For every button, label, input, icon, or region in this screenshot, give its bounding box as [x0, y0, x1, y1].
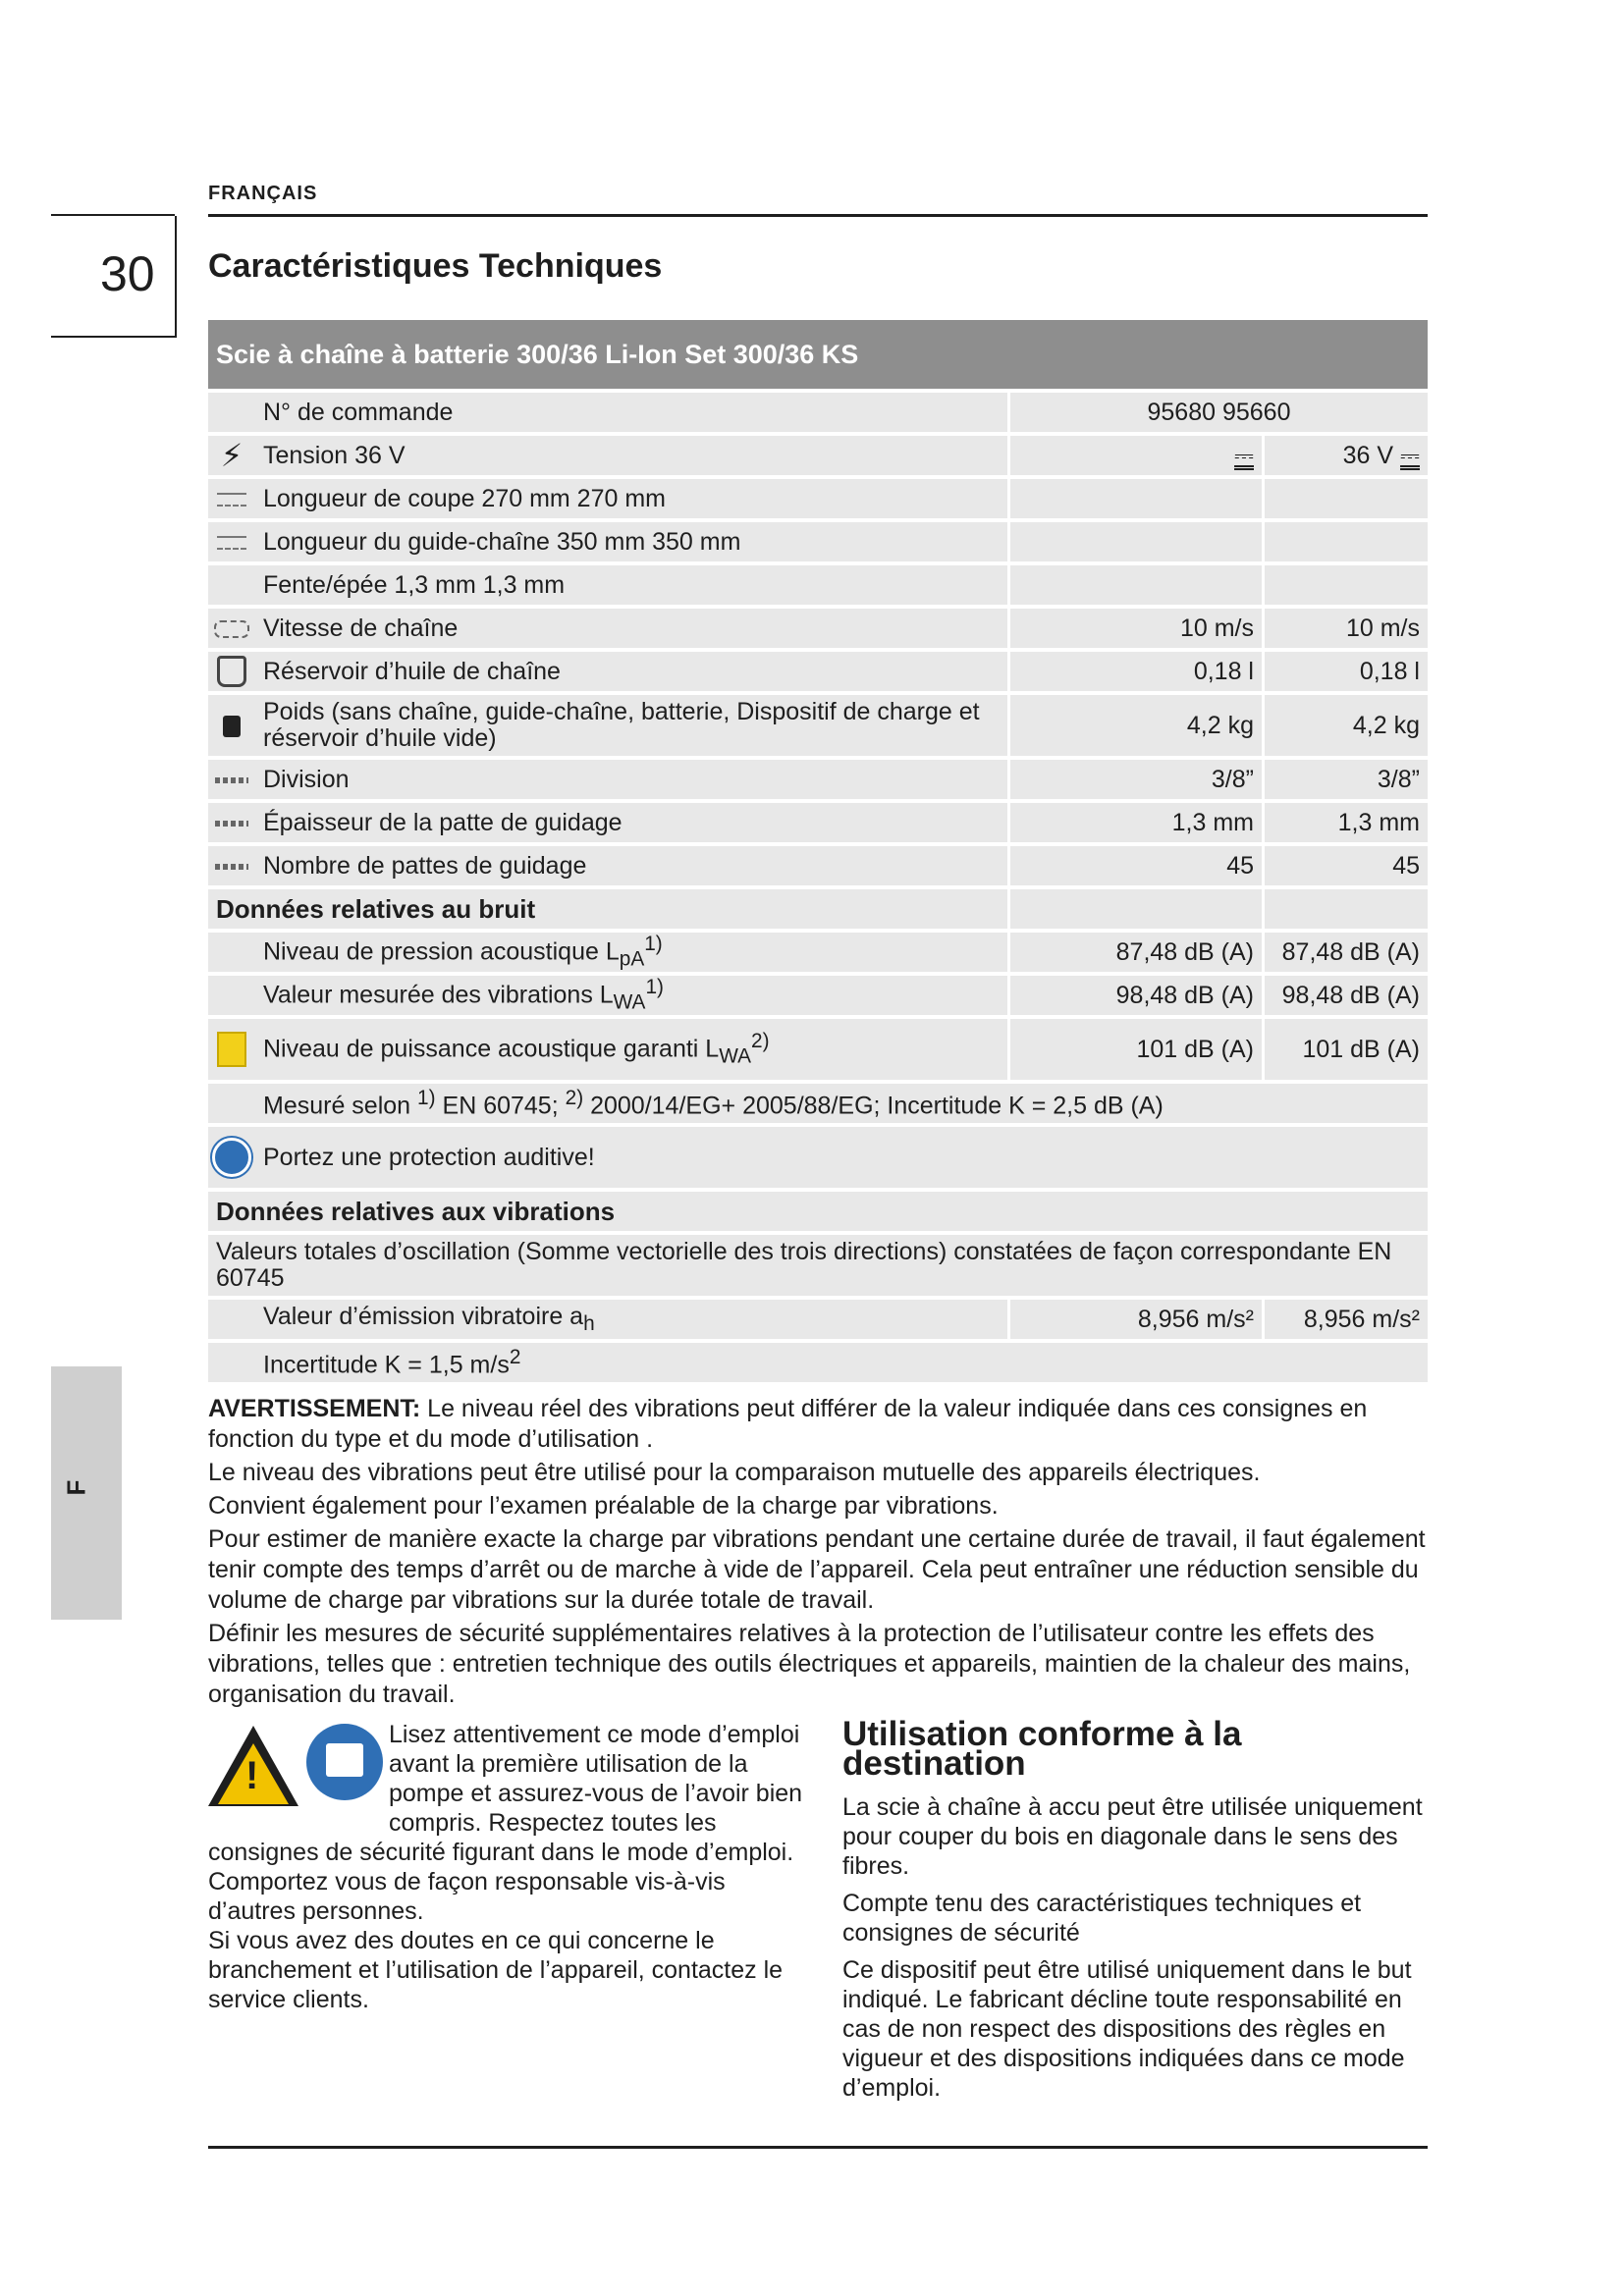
row-value-1: 1,3 mm	[1007, 803, 1262, 842]
table-row	[208, 803, 1428, 842]
row-label: Nombre de pattes de guidage	[255, 846, 1007, 885]
row-value-2: 98,48 dB (A)	[1262, 976, 1428, 1015]
row-value-2: 87,48 dB (A)	[1262, 933, 1428, 972]
warning-paragraph: Pour estimer de manière exacte la charge par vibrations pendant une certaine durée de travail, il faut également tenir compte des temps d’arrêt ou de marche à vide de l’appareil. Cela peut entraîner une réduction sensible du volume de charge par vibrations sur la durée totale de travail.	[208, 1525, 1426, 1614]
intended-use-paragraph: Compte tenu des caractéristiques techniques et consignes de sécurité	[842, 1890, 1362, 1947]
safety-paragraph: Si vous avez des doutes en ce qui concerne le branchement et l’utilisation de l’appareil, contactez le service clients.	[208, 1927, 784, 2013]
row-label: Fente/épée 1,3 mm 1,3 mm	[255, 565, 1007, 605]
row-value-1: 101 dB (A)	[1007, 1019, 1262, 1080]
row-value-2: 36 V ⎓	[1262, 436, 1428, 475]
table-row	[208, 393, 1428, 432]
row-value-2: 4,2 kg	[1262, 695, 1428, 756]
row-value-1: 87,48 dB (A)	[1007, 933, 1262, 972]
order-values: 95680 95660	[1007, 393, 1428, 432]
order-label: N° de commande	[255, 393, 1007, 432]
table-row	[208, 695, 1428, 756]
row-value-2: 45	[1262, 846, 1428, 885]
ear-protection-text: Portez une protection auditive!	[255, 1127, 1428, 1188]
ear-protection-row	[208, 1127, 1428, 1188]
table-row	[208, 1019, 1428, 1080]
oil-tank-icon	[217, 656, 246, 687]
row-value-1: 10 m/s	[1007, 609, 1262, 648]
vibration-desc-row	[208, 1235, 1428, 1296]
measured-text: Mesuré selon $^{1)}$ EN 60745; $^{2)}$ 2000/14/EG+ 2005/88/EG; Incertitude K = 2,5 dB (A)	[255, 1084, 1428, 1123]
table-row	[208, 846, 1428, 885]
weight-icon	[223, 716, 241, 737]
table-header-row	[208, 320, 1428, 389]
table-row	[208, 933, 1428, 972]
chain-gauge-icon	[215, 821, 248, 827]
row-label: Niveau de pression acoustique $L_{pA}^{1)}$	[255, 933, 1007, 972]
measured-row	[208, 1084, 1428, 1123]
table-row	[208, 565, 1428, 605]
row-label: Poids (sans chaîne, guide-chaîne, batterie, Dispositif de charge et réservoir d’huile vide)	[255, 695, 1007, 756]
row-label: Division	[255, 760, 1007, 799]
table-row	[208, 760, 1428, 799]
chain-pitch-icon	[215, 777, 248, 783]
row-label: Valeur d’émission vibratoire $a_h$	[255, 1300, 1007, 1339]
chain-speed-icon	[214, 620, 249, 638]
row-label: Réservoir d’huile de chaîne	[255, 652, 1007, 691]
warning-paragraph: Le niveau des vibrations peut être utilisé pour la comparaison mutuelle des appareils électriques.	[208, 1459, 1261, 1486]
noise-heading: Données relatives au bruit	[208, 889, 1007, 929]
table-row	[208, 522, 1428, 561]
guide-bar-icon	[217, 536, 246, 550]
row-label: Longueur de coupe 270 mm 270 mm	[255, 479, 1007, 518]
warning-paragraph: Convient également pour l’examen préalable de la charge par vibrations.	[208, 1492, 999, 1520]
page-number: 30	[100, 246, 155, 301]
table-heading: Scie à chaîne à batterie 300/36 Li-Ion Set 300/36 KS	[208, 320, 1007, 389]
language-label: FRANÇAIS	[208, 183, 318, 204]
row-value-2: 8,956 m/s²	[1262, 1300, 1428, 1339]
warning-block	[208, 1394, 1426, 1713]
row-value-1	[1007, 436, 1262, 475]
row-value-2: 1,3 mm	[1262, 803, 1428, 842]
vibration-desc: Valeurs totales d’oscillation (Somme vectorielle des trois directions) constatées de façon correspondante EN 60745	[208, 1235, 1428, 1296]
page-title: Caractéristiques Techniques	[208, 247, 663, 285]
intended-use-heading: Utilisation conforme à la destination	[842, 1715, 1242, 1783]
row-value-2: 0,18 l	[1262, 652, 1428, 691]
row-label: Valeur mesurée des vibrations $L_{WA}^{1)}$	[255, 976, 1007, 1015]
intended-use-paragraph: La scie à chaîne à accu peut être utilisée uniquement pour couper du bois en diagonale dans le sens des fibres.	[842, 1793, 1423, 1880]
dc-symbol-icon: ⎓	[1400, 441, 1420, 469]
warning-paragraph: AVERTISSEMENT: Le niveau réel des vibrations peut différer de la valeur indiquée dans ces consignes en fonction du type et du mode d’utilisation .	[208, 1395, 1368, 1453]
row-value-1: 3/8”	[1007, 760, 1262, 799]
row-value-2: 101 dB (A)	[1262, 1019, 1428, 1080]
safety-column	[208, 1720, 807, 2014]
table-row	[208, 436, 1428, 475]
intended-use-column	[842, 1715, 1432, 2110]
table-row	[208, 609, 1428, 648]
row-value-1: 8,956 m/s²	[1007, 1300, 1262, 1339]
row-label: Niveau de puissance acoustique garanti $L_{WA}^{2)}$	[255, 1019, 1007, 1080]
row-value-1: 0,18 l	[1007, 652, 1262, 691]
safety-paragraph: Comportez vous de façon responsable vis-à-vis d’autres personnes.	[208, 1868, 726, 1925]
table-row	[208, 976, 1428, 1015]
table-row	[208, 1343, 1428, 1382]
row-label: Vitesse de chaîne	[255, 609, 1007, 648]
table-row	[208, 1300, 1428, 1339]
warning-paragraph: Définir les mesures de sécurité supplémentaires relatives à la protection de l’utilisateur contre les effets des vibrations, telles que : entretien technique des outils électriques et appareils, maintien de la chaleur des mains, organisation du travail.	[208, 1620, 1411, 1708]
table-row	[208, 652, 1428, 691]
footer-rule	[208, 2146, 1428, 2149]
noise-section-row	[208, 889, 1428, 929]
dc-symbol-icon: ⎓	[1234, 441, 1254, 469]
uncertainty-text: Incertitude K = 1,5 $m/s^2$	[255, 1343, 1428, 1382]
side-tab-letter: F	[61, 1479, 91, 1496]
vibration-section-row	[208, 1192, 1428, 1231]
row-value-1: 98,48 dB (A)	[1007, 976, 1262, 1015]
cut-length-icon	[217, 493, 246, 507]
row-value-2: 10 m/s	[1262, 609, 1428, 648]
ear-protection-icon	[212, 1138, 251, 1177]
header-rule	[208, 214, 1428, 217]
row-value-1: 4,2 kg	[1007, 695, 1262, 756]
row-value-1: 45	[1007, 846, 1262, 885]
vibration-heading: Données relatives aux vibrations	[208, 1192, 1428, 1231]
row-value-2: 3/8”	[1262, 760, 1428, 799]
spec-table	[208, 316, 1428, 1386]
row-label: Épaisseur de la patte de guidage	[255, 803, 1007, 842]
sound-power-sign-icon	[217, 1032, 246, 1067]
row-label: Tension 36 V	[255, 436, 1007, 475]
table-row	[208, 479, 1428, 518]
table-heading-values	[1007, 320, 1428, 389]
voltage-icon: ⚡	[220, 438, 244, 473]
chain-links-icon	[215, 864, 248, 870]
read-manual-icon	[306, 1724, 383, 1800]
row-label: Longueur du guide-chaîne 350 mm 350 mm	[255, 522, 1007, 561]
warning-icons: !	[208, 1722, 389, 1816]
intended-use-paragraph: Ce dispositif peut être utilisé uniquement dans le but indiqué. Le fabricant décline toute responsabilité en cas de non respect des dispositions des règles en vigueur et des dispositions indiquées dans ce mode d’emploi.	[842, 1956, 1412, 2102]
safety-paragraph: Lisez attentivement ce mode d’emploi avant la première utilisation de la pompe et assurez-vous de l’avoir bien compris. Respectez toutes les consignes de sécurité figurant dans le mode d’emploi.	[208, 1721, 803, 1866]
